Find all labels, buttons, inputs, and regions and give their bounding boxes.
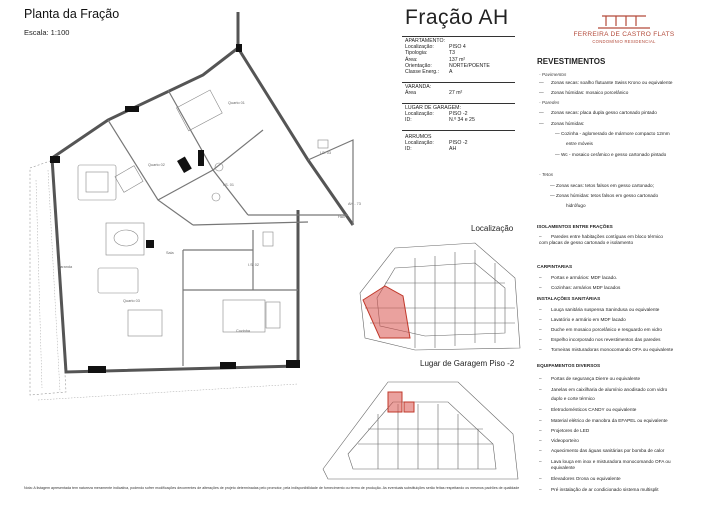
finish-item: – Portas e armários: MDF lacado. bbox=[539, 275, 618, 280]
label-cozinha: Cozinha bbox=[236, 329, 250, 333]
location-title: Localização bbox=[471, 224, 514, 233]
unit-highlight bbox=[363, 286, 410, 338]
finish-item: – Cozinhas: armários MDF lacados bbox=[539, 285, 621, 290]
finish-item: – Lavatório e armário em MDF lacado bbox=[539, 317, 626, 322]
finish-text: Pré instalação de ar condicionado sistema multisplit bbox=[551, 487, 659, 492]
garage-title: Lugar de Garagem Piso -2 bbox=[420, 359, 515, 368]
footnote: Nota: A listagem apresentada tem natureza meramente indicativa, podendo sofrer modificações decorrentes de alterações de projeto determinadas pelo promotor, pela indisponibilidade de fornecimento ou termo de produção. As eventuais substituições serão feitas respeitando os mesmos padrões de qualidade bbox=[24, 486, 520, 490]
floors-heading: - Pavimentos bbox=[539, 72, 567, 77]
finish-item: – Aquecimento das águas sanitárias por bomba de calor bbox=[539, 448, 665, 453]
label-varanda: Varanda bbox=[58, 265, 73, 269]
label-quarto2: Quarto 02 bbox=[148, 163, 165, 167]
floor-plan bbox=[8, 0, 393, 420]
finish-text: Portas de segurança Dierre ou equivalente bbox=[551, 376, 641, 381]
finish-text: Zonas húmidas: mosaico porcelânico bbox=[551, 90, 629, 95]
sanitary-title: INSTALAÇÕES SANITÁRIAS bbox=[537, 296, 601, 301]
finish-item: – Material elétrico de manobra da EFAPEL ou equivalente bbox=[539, 418, 668, 423]
finish-text: Duche em mosaico porcelânico e resguardo em vidro bbox=[551, 327, 662, 332]
spec-value: AH bbox=[449, 146, 457, 153]
finish-item: – Pré instalação de ar condicionado sistema multisplit bbox=[539, 487, 659, 492]
spec-key: Área: bbox=[405, 56, 418, 63]
parking-highlight bbox=[388, 392, 402, 412]
finish-text: Aquecimento das águas sanitárias por bomba de calor bbox=[551, 448, 665, 453]
spec-value: PISO -2 bbox=[449, 140, 468, 147]
unit-title: Fração AH bbox=[405, 6, 509, 29]
spec-key: Orientação: bbox=[405, 62, 432, 69]
spec-value: NORTE/POENTE bbox=[449, 62, 490, 69]
divider bbox=[402, 103, 515, 104]
apartment-header: APARTAMENTO: bbox=[405, 38, 445, 44]
ceilings-heading: - Tetos bbox=[539, 172, 554, 177]
spec-key: ID: bbox=[405, 117, 412, 124]
balcony-rail bbox=[36, 170, 298, 400]
spec-key: ID: bbox=[405, 146, 412, 153]
finish-item: – Paredes entre habitações contíguas em bloco térmico bbox=[539, 234, 664, 239]
spec-value: PISO 4 bbox=[449, 44, 466, 51]
finish-item: – Janelas em caixilharia de alumínio anodisado com vidro bbox=[539, 387, 668, 392]
spec-value: 27 m² bbox=[449, 90, 463, 97]
carpentry-title: CARPINTARIAS bbox=[537, 264, 573, 269]
finish-item: – Portas de segurança Dierre ou equivalente bbox=[539, 376, 641, 381]
label-ah: AH - 73 bbox=[348, 202, 361, 206]
spec-key: Localização: bbox=[405, 44, 434, 51]
finish-item: – Louça sanitária suspensa Sanindusa ou equivalente bbox=[539, 307, 660, 312]
finish-text: Torneiras misturadoras monocomando OFA ou equivalente bbox=[551, 347, 674, 352]
finish-item: — Zonas húmidas: bbox=[539, 121, 585, 126]
finish-item: – Lava louça em inox e misturadora monocomando OFA ou bbox=[539, 459, 671, 464]
divider bbox=[402, 82, 515, 83]
finish-item: – Eletrodomésticos CANDY ou equivalente bbox=[539, 407, 637, 412]
balcony-spec bbox=[405, 84, 517, 96]
balcony-header: VARANDA: bbox=[405, 84, 432, 90]
label-ic2: I.S. 02 bbox=[248, 263, 259, 267]
finish-item: – Elevadores Orona ou equivalente bbox=[539, 476, 621, 481]
finish-text: Louça sanitária suspensa Sanindusa ou equivalente bbox=[551, 307, 660, 312]
finishes-title: REVESTIMENTOS bbox=[537, 57, 606, 66]
spec-value: A bbox=[449, 69, 453, 76]
finish-text: Zonas húmidas: bbox=[551, 121, 585, 126]
plan-scale: Escala: 1:100 bbox=[24, 28, 70, 37]
finish-text: Portas e armários: MDF lacado. bbox=[551, 275, 618, 280]
furniture bbox=[78, 90, 328, 336]
spec-key: Tipologia: bbox=[405, 50, 428, 57]
finish-text: — Wc - mosaico cerâmico e gesso cartonado pintado bbox=[555, 152, 667, 157]
finish-text: duplo e corte térmico bbox=[551, 396, 595, 401]
location-map bbox=[355, 238, 525, 356]
finish-text: Zonas secas: soalho flutuante Swiss Krono ou equivalente bbox=[551, 80, 673, 85]
finish-text: Lavatório e armário em MDF lacado bbox=[551, 317, 626, 322]
garage-map bbox=[318, 374, 523, 484]
garage-header: LUGAR DE GARAGEM: bbox=[405, 105, 461, 111]
finish-text: Janelas em caixilharia de alumínio anodisado com vidro bbox=[551, 387, 668, 392]
finish-text: — Zonas húmidas: tetos falsos em gesso cartonado bbox=[550, 193, 659, 198]
finish-item: – Duche em mosaico porcelânico e resguardo em vidro bbox=[539, 327, 662, 332]
finish-text: Elevadores Orona ou equivalente bbox=[551, 476, 621, 481]
storage-highlight bbox=[404, 402, 414, 412]
storage-header: ARRUMOS bbox=[405, 134, 432, 140]
finish-text: equivalente bbox=[551, 465, 575, 470]
finish-text: Paredes entre habitações contíguas em bloco térmico bbox=[551, 234, 664, 239]
brand-subtitle: CONDOMÍNIO RESIDENCIAL bbox=[592, 39, 656, 44]
label-quarto1: Quarto 01 bbox=[228, 101, 245, 105]
structural-columns bbox=[50, 44, 300, 373]
label-quarto3: Quarto 03 bbox=[123, 299, 140, 303]
finish-item: – Videoporteiro bbox=[539, 438, 579, 443]
apartment-spec bbox=[405, 38, 517, 75]
finish-item: — Zonas secas: soalho flutuante Swiss Krono ou equivalente bbox=[539, 80, 673, 85]
spec-key: Classe Energ.: bbox=[405, 69, 440, 76]
spec-key: Localização: bbox=[405, 111, 434, 118]
garage-spec bbox=[405, 105, 517, 124]
label-ic3: I.S. 03 bbox=[320, 151, 331, 155]
spec-value: N.º 34 e 25 bbox=[449, 117, 475, 124]
finish-text: — Cozinha - aglomerado de mármore compacto 12mm bbox=[555, 131, 670, 136]
finish-text: Cozinhas: armários MDF lacados bbox=[551, 285, 621, 290]
finish-item: — Zonas húmidas: mosaico porcelânico bbox=[539, 90, 629, 95]
finish-item: – Projetores de LED bbox=[539, 428, 590, 433]
finish-text: hidrófugo bbox=[566, 203, 586, 208]
finish-item: – Torneiras misturadoras monocomando OFA ou equivalente bbox=[539, 347, 674, 352]
divider bbox=[402, 36, 515, 37]
brand-name: FERREIRA DE CASTRO FLATS bbox=[573, 31, 675, 38]
equipment-title: EQUIPAMENTOS DIVERSOS bbox=[537, 363, 601, 368]
finish-text: Zonas secas: placa dupla gesso cartonado pintado bbox=[551, 110, 657, 115]
finish-text: Eletrodomésticos CANDY ou equivalente bbox=[551, 407, 637, 412]
finish-text: Videoporteiro bbox=[551, 438, 579, 443]
plan-title: Planta da Fração bbox=[24, 7, 120, 21]
label-sala: Sala bbox=[166, 251, 174, 255]
spec-value: T3 bbox=[449, 50, 456, 57]
spec-key: Localização: bbox=[405, 140, 434, 147]
storage-spec bbox=[405, 134, 517, 153]
finish-text: com placas de gesso cartonado e isolamento bbox=[539, 240, 634, 245]
spec-value: PISO -2 bbox=[449, 111, 468, 118]
finish-text: Lava louça em inox e misturadora monocomando OFA ou bbox=[551, 459, 671, 464]
spec-value: 137 m² bbox=[449, 56, 466, 63]
finish-text: entre móveis bbox=[566, 141, 593, 146]
finish-text: Projetores de LED bbox=[551, 428, 590, 433]
finish-text: — Zonas secas: tetos falsos em gesso cartonado; bbox=[550, 183, 654, 188]
finish-text: Espelho incorporado nos revestimentos das paredes bbox=[551, 337, 661, 342]
label-ic1: I.S. 01 bbox=[223, 183, 234, 187]
finish-item: – Espelho incorporado nos revestimentos das paredes bbox=[539, 337, 661, 342]
insulation-title: ISOLAMENTOS ENTRE FRAÇÕES bbox=[537, 224, 613, 229]
label-hall: Hall bbox=[338, 215, 345, 219]
finish-text: Material elétrico de manobra da EFAPEL ou equivalente bbox=[551, 418, 668, 423]
finish-item: — Zonas secas: placa dupla gesso cartonado pintado bbox=[539, 110, 657, 115]
spec-key: Área bbox=[405, 90, 416, 97]
walls-heading: - Paredes bbox=[539, 100, 560, 105]
divider bbox=[402, 130, 515, 131]
